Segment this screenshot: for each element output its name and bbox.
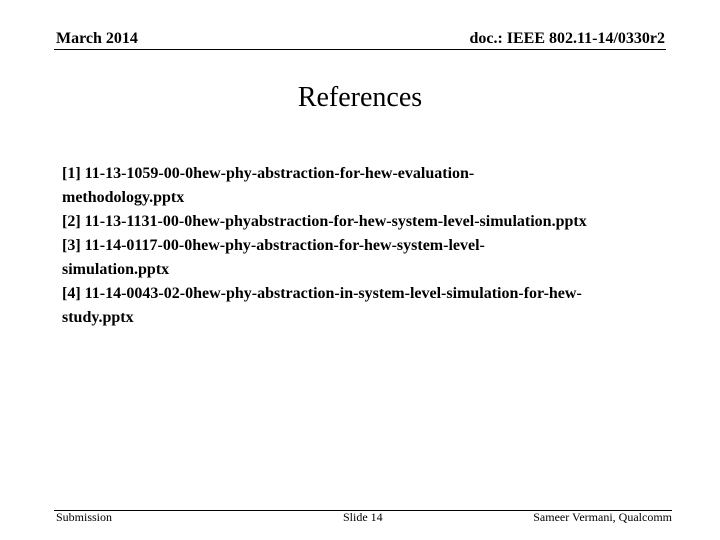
reference-3-line-2: simulation.pptx [62,261,170,278]
reference-2-line-1: [2] 11-13-1131-00-0hew-phyabstraction-for-hew-system-level-simulation.pptx [62,213,587,230]
reference-3-line-1: [3] 11-14-0117-00-0hew-phy-abstraction-for-hew-system-level- [62,237,485,254]
header-document-id: doc.: IEEE 802.11-14/0330r2 [469,30,665,47]
reference-4-line-1: [4] 11-14-0043-02-0hew-phy-abstraction-in-system-level-simulation-for-hew- [62,285,582,302]
footer-slide-number: Slide 14 [343,510,383,524]
reference-1-line-1: [1] 11-13-1059-00-0hew-phy-abstraction-for-hew-evaluation- [62,165,475,182]
footer-submission: Submission [56,510,113,524]
header-date: March 2014 [56,30,138,47]
footer-author: Sameer Vermani, Qualcomm [533,510,672,524]
header-divider [54,49,666,50]
reference-1-line-2: methodology.pptx [62,189,185,206]
reference-list [62,162,662,330]
reference-4-line-2: study.pptx [62,309,134,326]
slide-title: References [297,82,423,113]
